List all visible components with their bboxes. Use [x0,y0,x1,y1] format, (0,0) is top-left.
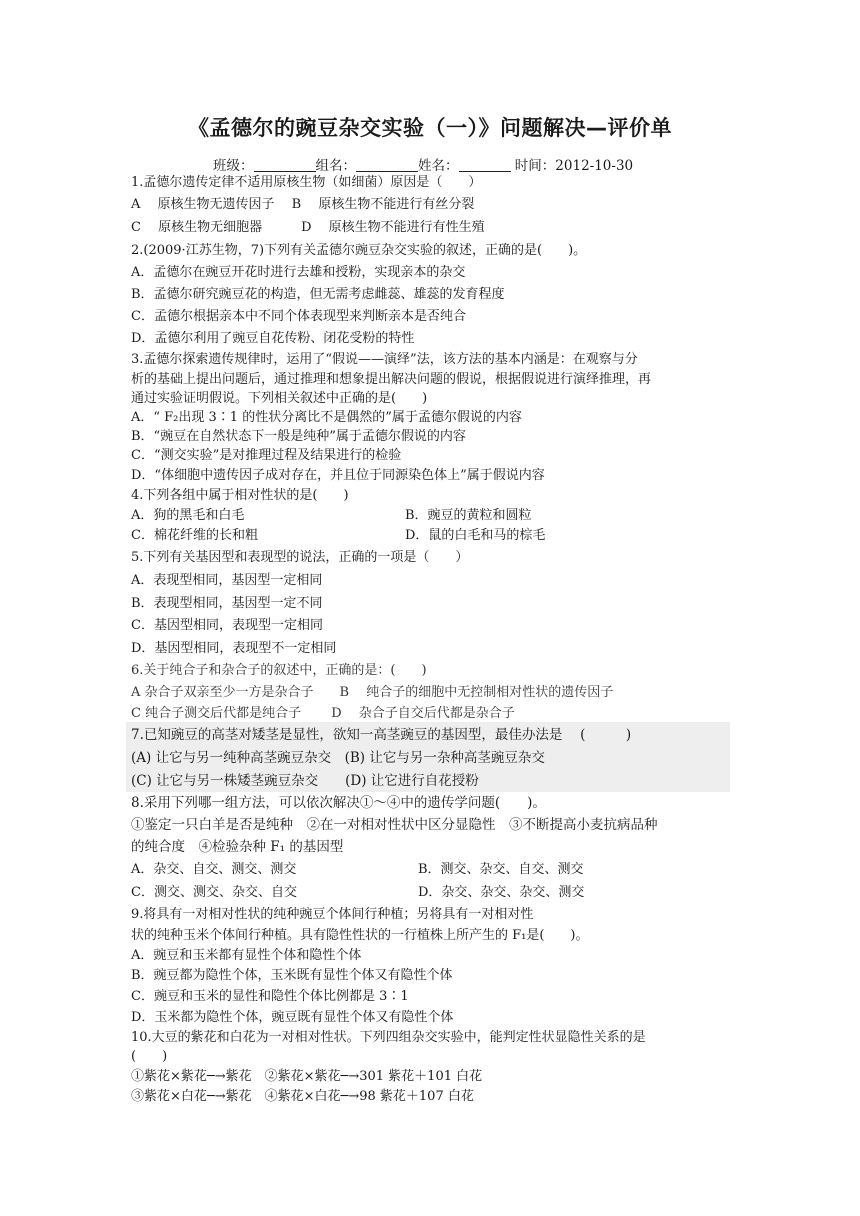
page-title: 《孟德尔的豌豆杂交实验（一）》问题解决—评价单 [188,116,672,140]
q2-option-a: A．孟德尔在豌豆开花时进行去雄和授粉，实现亲本的杂交 [131,265,466,280]
q2-stem: 2.(2009·江苏生物，7)下列有关孟德尔豌豆杂交实验的叙述，正确的是( )。 [131,243,587,258]
q1-options-cd: C 原核生物无细胞器 D 原核生物不能进行有性生殖 [131,220,485,235]
q9-option-a: A．豌豆和玉米都有显性个体和隐性个体 [131,948,362,963]
q5-option-c: C．基因型相同，表现型一定相同 [131,618,323,633]
q9-stem-2: 状的纯种玉米个体间行种植。具有隐性性状的一行植株上所产生的 F₁是( )。 [131,928,589,943]
q4-option-a: A．狗的黑毛和白毛 [131,508,245,523]
q8-problems-2: 的纯合度 ④检验杂种 F₁ 的基因型 [131,839,344,855]
q10-crosses-12: ①紫花×紫花─→紫花 ②紫花×紫花─→301 紫花＋101 白花 [131,1069,483,1084]
q6-options-cd: C 纯合子测交后代都是纯合子 D 杂合子自交后代都是杂合子 [131,706,515,721]
q5-option-b: B．表现型相同，基因型一定不同 [131,596,323,611]
q3-option-d: D．“体细胞中遗传因子成对存在，并且位于同源染色体上”属于假说内容 [131,468,545,483]
q10-answer-paren: ( ) [131,1049,168,1064]
class-blank [254,157,316,172]
q3-option-c: C．“测交实验”是对推理过程及结果进行的检验 [131,448,402,463]
time-label: 时间：2012-10-30 [514,158,634,174]
group-blank [356,157,418,172]
q7-options-cd: (C) 让它与另一株矮茎豌豆杂交 (D) 让它进行自花授粉 [131,773,479,789]
q9-option-c: C．豌豆和玉米的显性和隐性个体比例都是 3∶1 [131,989,409,1004]
q5-option-a: A．表现型相同，基因型一定相同 [131,573,323,588]
q9-stem-1: 9.将具有一对相对性状的纯种豌豆个体间行种植；另将具有一对相对性 [131,907,534,922]
q7-stem: 7.已知豌豆的高茎对矮茎是显性，欲知一高茎豌豆的基因型，最佳办法是 ( ) [131,727,632,743]
q4-option-c: C．棉花纤维的长和粗 [131,528,258,543]
q6-options-ab: A 杂合子双亲至少一方是杂合子 B 纯合子的细胞中无控制相对性状的遗传因子 [131,685,614,700]
q9-option-b: B．豌豆都为隐性个体，玉米既有显性个体又有隐性个体 [131,968,453,983]
q5-option-d: D．基因型相同，表现型不一定相同 [131,641,337,656]
q4-stem: 4.下列各组中属于相对性状的是( ) [131,488,349,503]
q8-option-b: B．测交、杂交、自交、测交 [418,862,584,877]
q2-option-c: C．孟德尔根据亲本中不同个体表现型来判断亲本是否纯合 [131,309,466,324]
header-info [213,154,633,174]
q1-stem: 1.孟德尔遗传定律不适用原核生物（如细菌）原因是（ ） [131,175,482,190]
q10-crosses-34: ③紫花×白花─→紫花 ④紫花×白花─→98 紫花＋107 白花 [131,1089,474,1104]
class-label: 班级： [213,158,254,174]
q1-options-ab: A 原核生物无遗传因子 B 原核生物不能进行有丝分裂 [131,197,475,212]
q2-option-d: D．孟德尔利用了豌豆自花传粉、闭花受粉的特性 [131,331,415,346]
q5-stem: 5.下列有关基因型和表现型的说法，正确的一项是（ ） [131,550,469,565]
q8-option-c: C．测交、测交、杂交、自交 [131,885,297,900]
q8-option-a: A．杂交、自交、测交、测交 [131,862,297,877]
q6-stem: 6.关于纯合子和杂合子的叙述中，正确的是：( ) [131,663,427,678]
q10-stem: 10.大豆的紫花和白花为一对相对性状。下列四组杂交实验中，能判定性状显隐性关系的是 [131,1030,646,1045]
q8-problems-1: ①鉴定一只白羊是否是纯种 ②在一对相对性状中区分显隐性 ③不断提高小麦抗病品种 [131,817,658,833]
q2-option-b: B．孟德尔研究豌豆花的构造，但无需考虑雌蕊、雄蕊的发育程度 [131,287,505,302]
q3-stem-1: 3.孟德尔探索遗传规律时，运用了“假说——演绎”法，该方法的基本内涵是：在观察与分 [131,352,638,367]
q4-option-d: D．鼠的白毛和马的棕毛 [405,528,546,543]
q7-options-ab: (A) 让它与另一纯种高茎豌豆杂交 (B) 让它与另一杂种高茎豌豆杂交 [131,750,545,766]
q3-stem-3: 通过实验证明假说。下列相关叙述中正确的是( ) [131,391,428,406]
q3-option-b: B．“豌豆在自然状态下一般是纯种”属于孟德尔假说的内容 [131,429,466,444]
q3-stem-2: 析的基础上提出问题后，通过推理和想象提出解决问题的假说，根据假说进行演绎推理，再 [131,372,652,387]
q8-stem: 8.采用下列哪一组方法，可以依次解决①～④中的遗传学问题( )。 [131,795,546,811]
q9-option-d: D．玉米都为隐性个体，豌豆既有显性个体又有隐性个体 [131,1010,454,1025]
q8-option-d: D．杂交、杂交、杂交、测交 [418,885,585,900]
name-label: 姓名： [418,158,459,174]
q3-option-a: A．“ F₂出现 3∶1 的性状分离比不是偶然的”属于孟德尔假说的内容 [131,410,522,425]
q4-option-b: B．豌豆的黄粒和圆粒 [405,508,532,523]
group-label: 组名： [315,158,356,174]
name-blank [459,157,511,172]
